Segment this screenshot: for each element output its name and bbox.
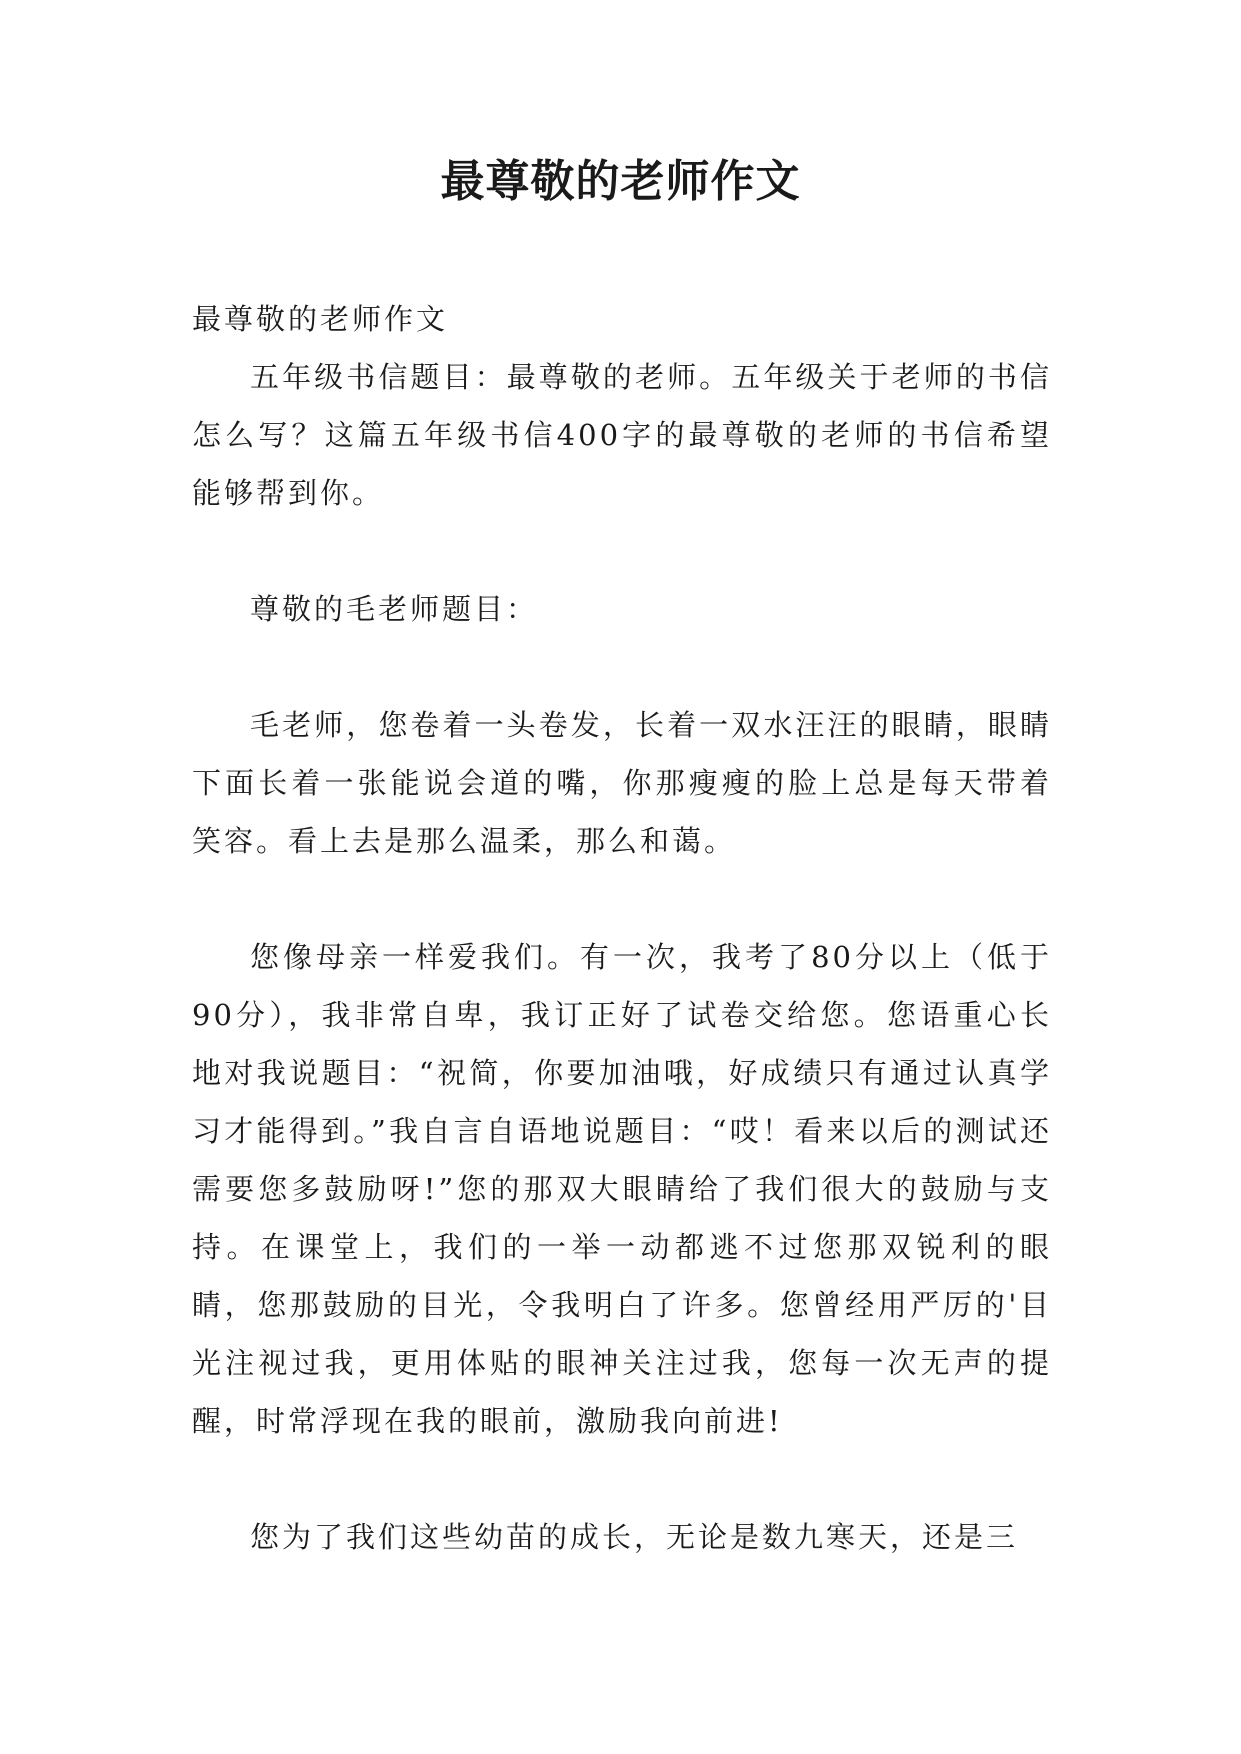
document-body: [192, 290, 1052, 1566]
paragraph-intro: 五年级书信题目：最尊敬的老师。五年级关于老师的书信怎么写？这篇五年级书信400字的最尊敬的老师的书信希望能够帮到你。: [192, 360, 1052, 510]
paragraph-salutation: 尊敬的毛老师题目：: [250, 592, 539, 626]
document-title: 最尊敬的老师作文: [440, 156, 801, 207]
paragraph-story: 您像母亲一样爱我们。有一次，我考了80分以上（低于90分），我非常自卑，我订正好了试卷交给您。您语重心长地对我说题目：“祝简，你要加油哦，好成绩只有通过认真学习才能得到。”我自言自语地说题目：“哎！看来以后的测试还需要您多鼓励呀!”您的那双大眼睛给了我们很大的鼓励与支持。在课堂上，我们的一举一动都逃不过您那双锐利的眼睛，您那鼓励的目光，令我明白了许多。您曾经用严厉的'目光注视过我，更用体贴的眼神关注过我，您每一次无声的提醒，时常浮现在我的眼前，激励我向前进!: [192, 940, 1052, 1438]
document-subtitle: 最尊敬的老师作文: [192, 302, 449, 336]
paragraph-description: 毛老师，您卷着一头卷发，长着一双水汪汪的眼睛，眼睛下面长着一张能说会道的嘴，你那瘦瘦的脸上总是每天带着笑容。看上去是那么温柔，那么和蔼。: [192, 708, 1052, 858]
paragraph-closing: 您为了我们这些幼苗的成长，无论是数九寒天，还是三: [250, 1520, 1019, 1554]
